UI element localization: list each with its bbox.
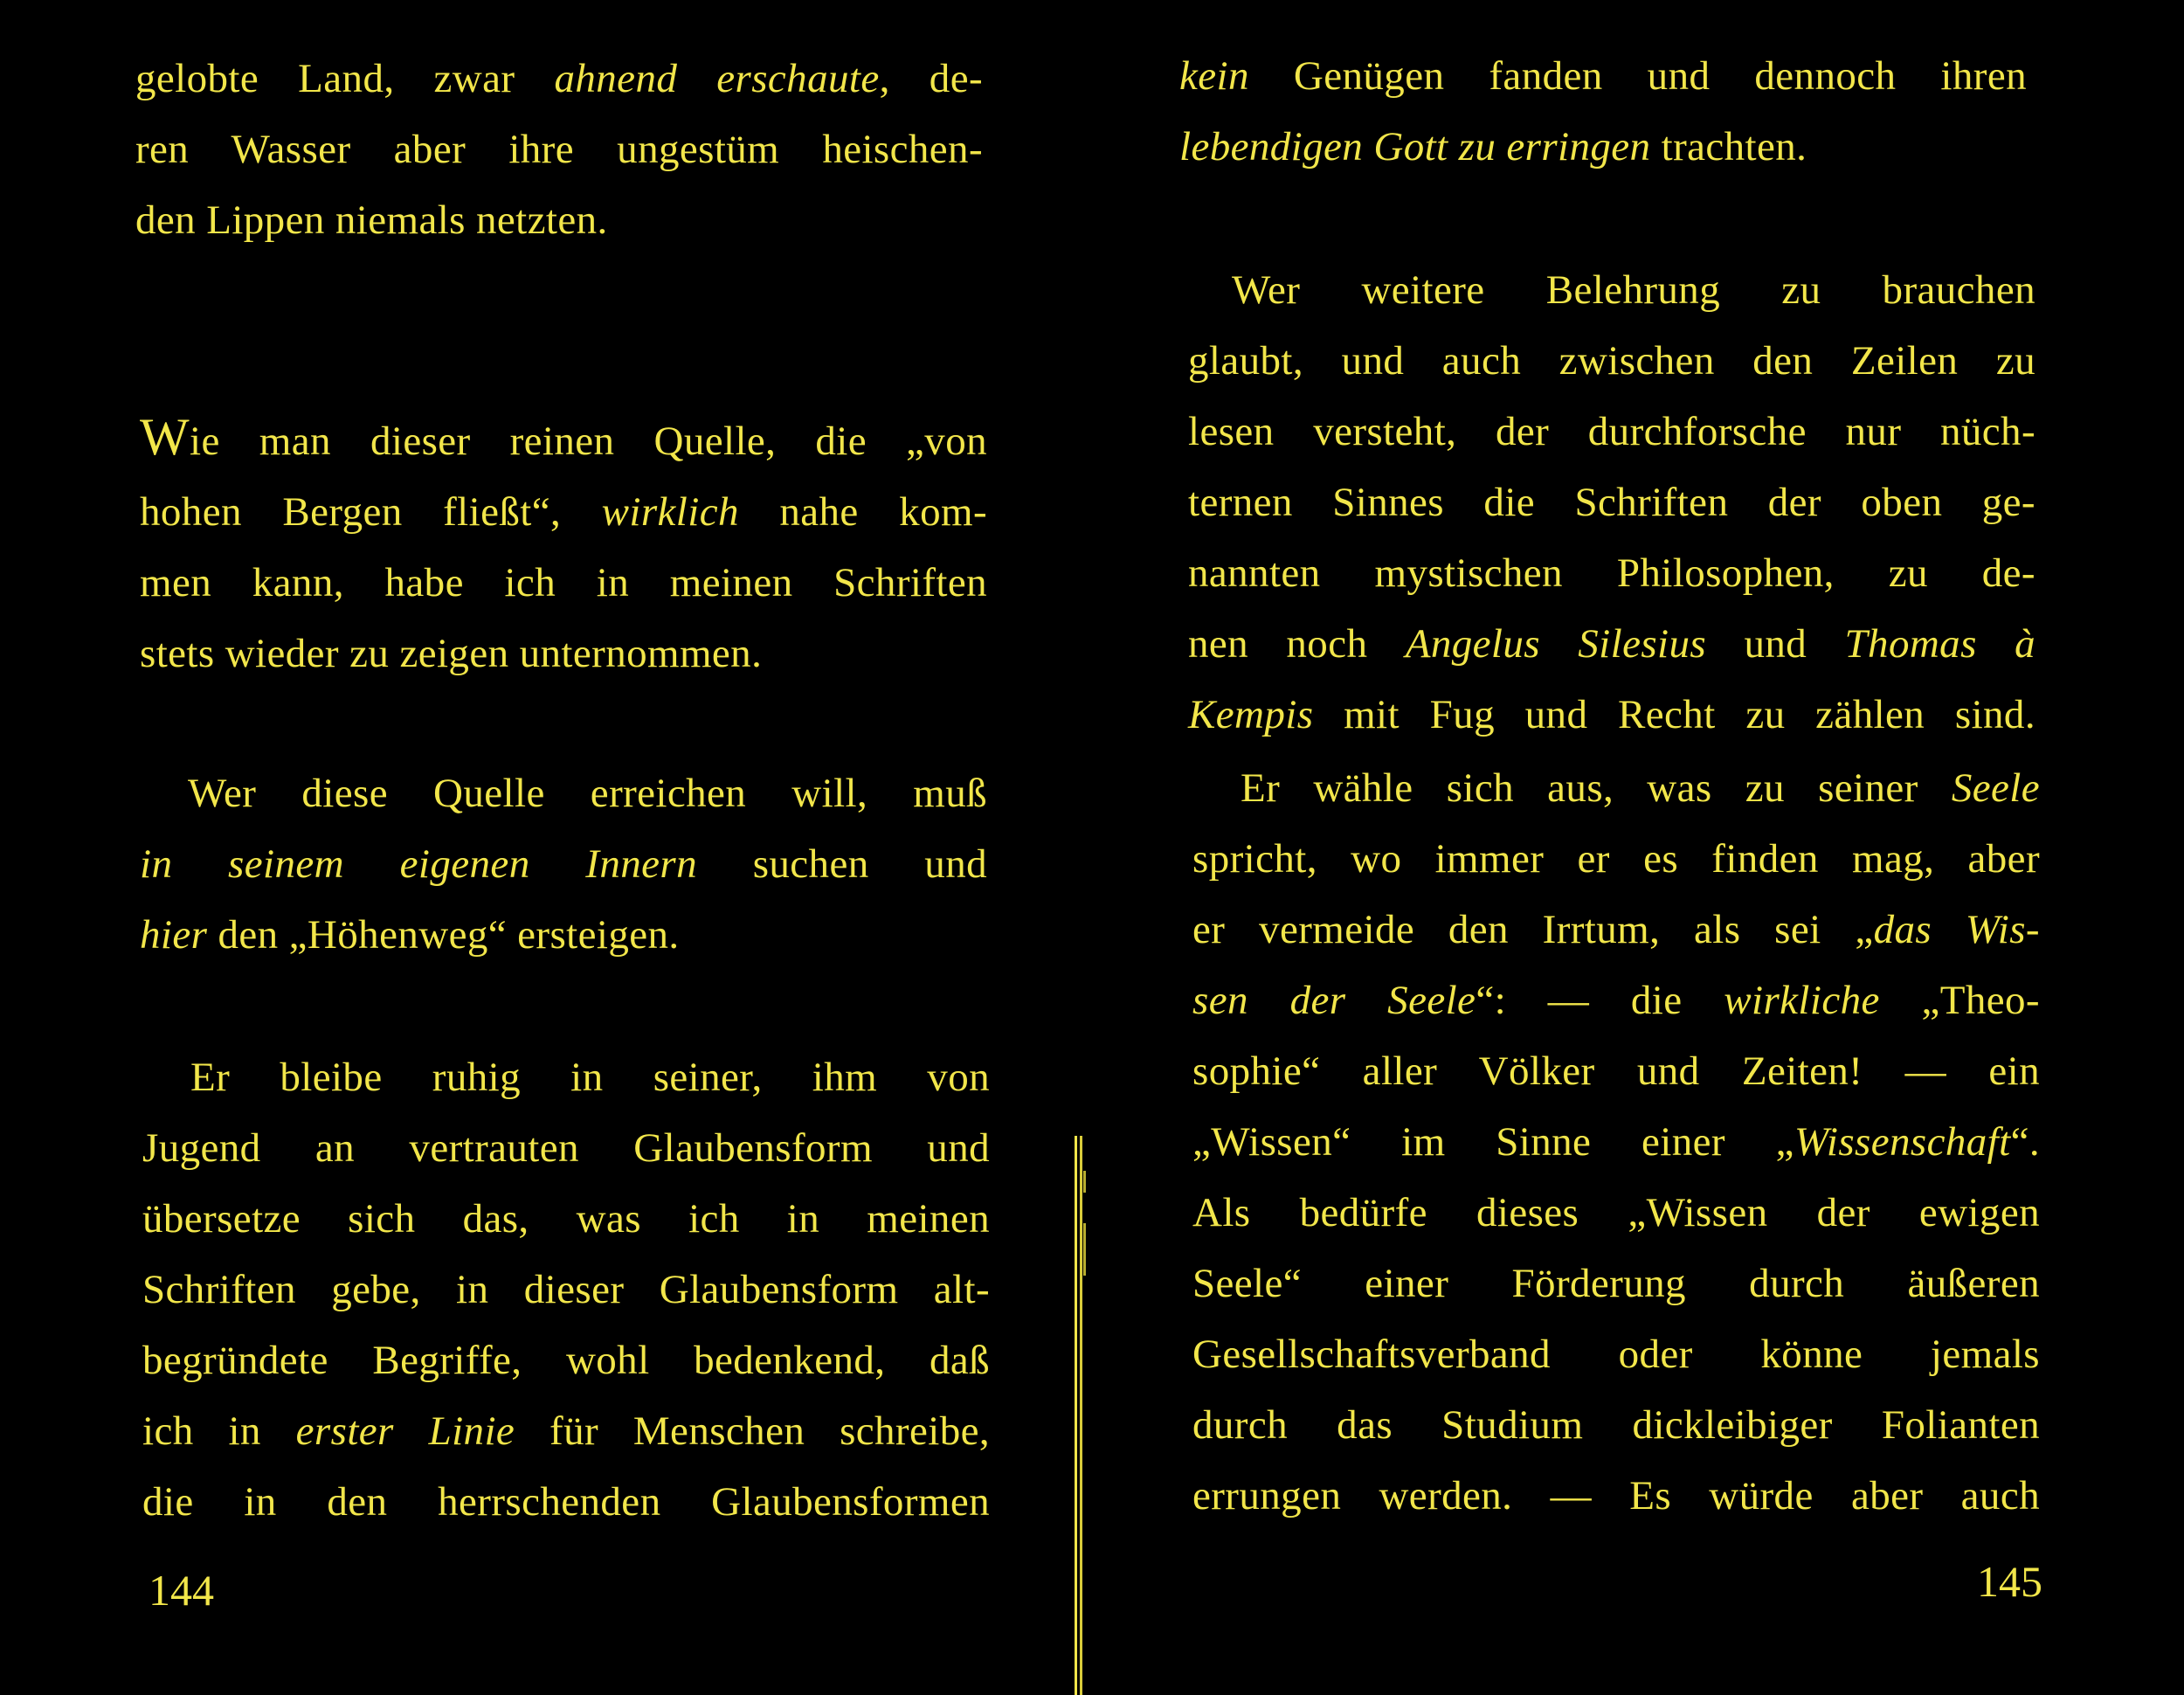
text-line: „Wissen“ im Sinne einer „Wissenschaft“.: [1192, 1119, 2040, 1165]
text-line: hohen Bergen fließt“, wirklich nahe kom-: [140, 489, 987, 535]
text-line: errungen werden. — Es würde aber auch: [1192, 1473, 2040, 1519]
text-line: Schriften gebe, in dieser Glaubensform alt-: [142, 1267, 990, 1312]
text-line: durch das Studium dickleibiger Folianten: [1192, 1402, 2040, 1448]
text-line: Er wähle sich aus, was zu seiner Seele: [1241, 765, 2040, 811]
text-line: Wer diese Quelle erreichen will, muß: [188, 771, 987, 816]
text-line: sen der Seele“: — die wirkliche „Theo-: [1192, 978, 2040, 1023]
text-line: spricht, wo immer er es finden mag, aber: [1192, 836, 2040, 882]
page-number-right: 145: [1977, 1557, 2042, 1606]
left-paragraph-1: [135, 44, 983, 256]
drop-cap: W: [140, 408, 190, 466]
text-line: Wer weitere Belehrung zu brauchen: [1232, 267, 2035, 313]
text-line: glaubt, und auch zwischen den Zeilen zu: [1188, 338, 2035, 384]
text-line: lesen versteht, der durchforsche nur nüch-: [1188, 409, 2035, 454]
text-line: übersetze sich das, was ich in meinen: [142, 1196, 990, 1242]
text-line: Wie man dieser reinen Quelle, die „von: [140, 408, 987, 466]
text-line: Als bedürfe dieses „Wissen der ewigen: [1192, 1190, 2040, 1235]
text-line: hier den „Höhenweg“ ersteigen.: [140, 912, 680, 958]
text-line: kein Genügen fanden und dennoch ihren: [1179, 53, 2027, 99]
text-line: nen noch Angelus Silesius und Thomas à: [1188, 621, 2036, 667]
text-line: Gesellschaftsverband oder könne jemals: [1192, 1332, 2040, 1377]
text-line: sophie“ aller Völker und Zeiten! — ein: [1192, 1048, 2040, 1094]
left-paragraph-4: [142, 1042, 990, 1538]
text-line: Seele“ einer Förderung durch äußeren: [1192, 1261, 2040, 1306]
right-paragraph-1: [1179, 41, 2027, 183]
text-line: ren Wasser aber ihre ungestüm heischen-: [135, 127, 983, 172]
text-line: in seinem eigenen Innern suchen und: [140, 841, 987, 887]
spine-mark: [1083, 1171, 1086, 1193]
left-page: [0, 0, 1079, 1695]
text-line: Kempis mit Fug und Recht zu zählen sind.: [1188, 692, 2035, 737]
text-line: nannten mystischen Philosophen, zu de-: [1188, 550, 2035, 596]
right-page: [1105, 0, 2184, 1695]
spine-mark: [1083, 1223, 1086, 1276]
text-line: gelobte Land, zwar ahnend erschaute, de-: [135, 56, 984, 101]
text-line: begründete Begriffe, wohl bedenkend, daß: [142, 1338, 990, 1383]
left-paragraph-3: [140, 758, 987, 971]
text-line: Jugend an vertrauten Glaubensform und: [142, 1125, 990, 1171]
right-paragraph-2: [1188, 255, 2035, 751]
page-number-left: 144: [149, 1566, 214, 1615]
text-line: Er bleibe ruhig in seiner, ihm von: [190, 1055, 990, 1100]
right-paragraph-3: [1192, 753, 2040, 1532]
text-line: men kann, habe ich in meinen Schriften: [140, 560, 987, 605]
left-paragraph-2: [140, 402, 987, 689]
book-spine: [1073, 1136, 1085, 1695]
text-line: die in den herrschenden Glaubensformen: [142, 1479, 990, 1525]
text-line: ternen Sinnes die Schriften der oben ge-: [1188, 480, 2035, 525]
text-line: lebendigen Gott zu erringen trachten.: [1179, 124, 1807, 170]
text-line: ich in erster Linie für Menschen schreibe,: [142, 1408, 991, 1454]
text-line: stets wieder zu zeigen unternommen.: [140, 631, 763, 676]
text-line: den Lippen niemals netzten.: [135, 197, 608, 243]
text-line: er vermeide den Irrtum, als sei „das Wis-: [1192, 907, 2040, 952]
